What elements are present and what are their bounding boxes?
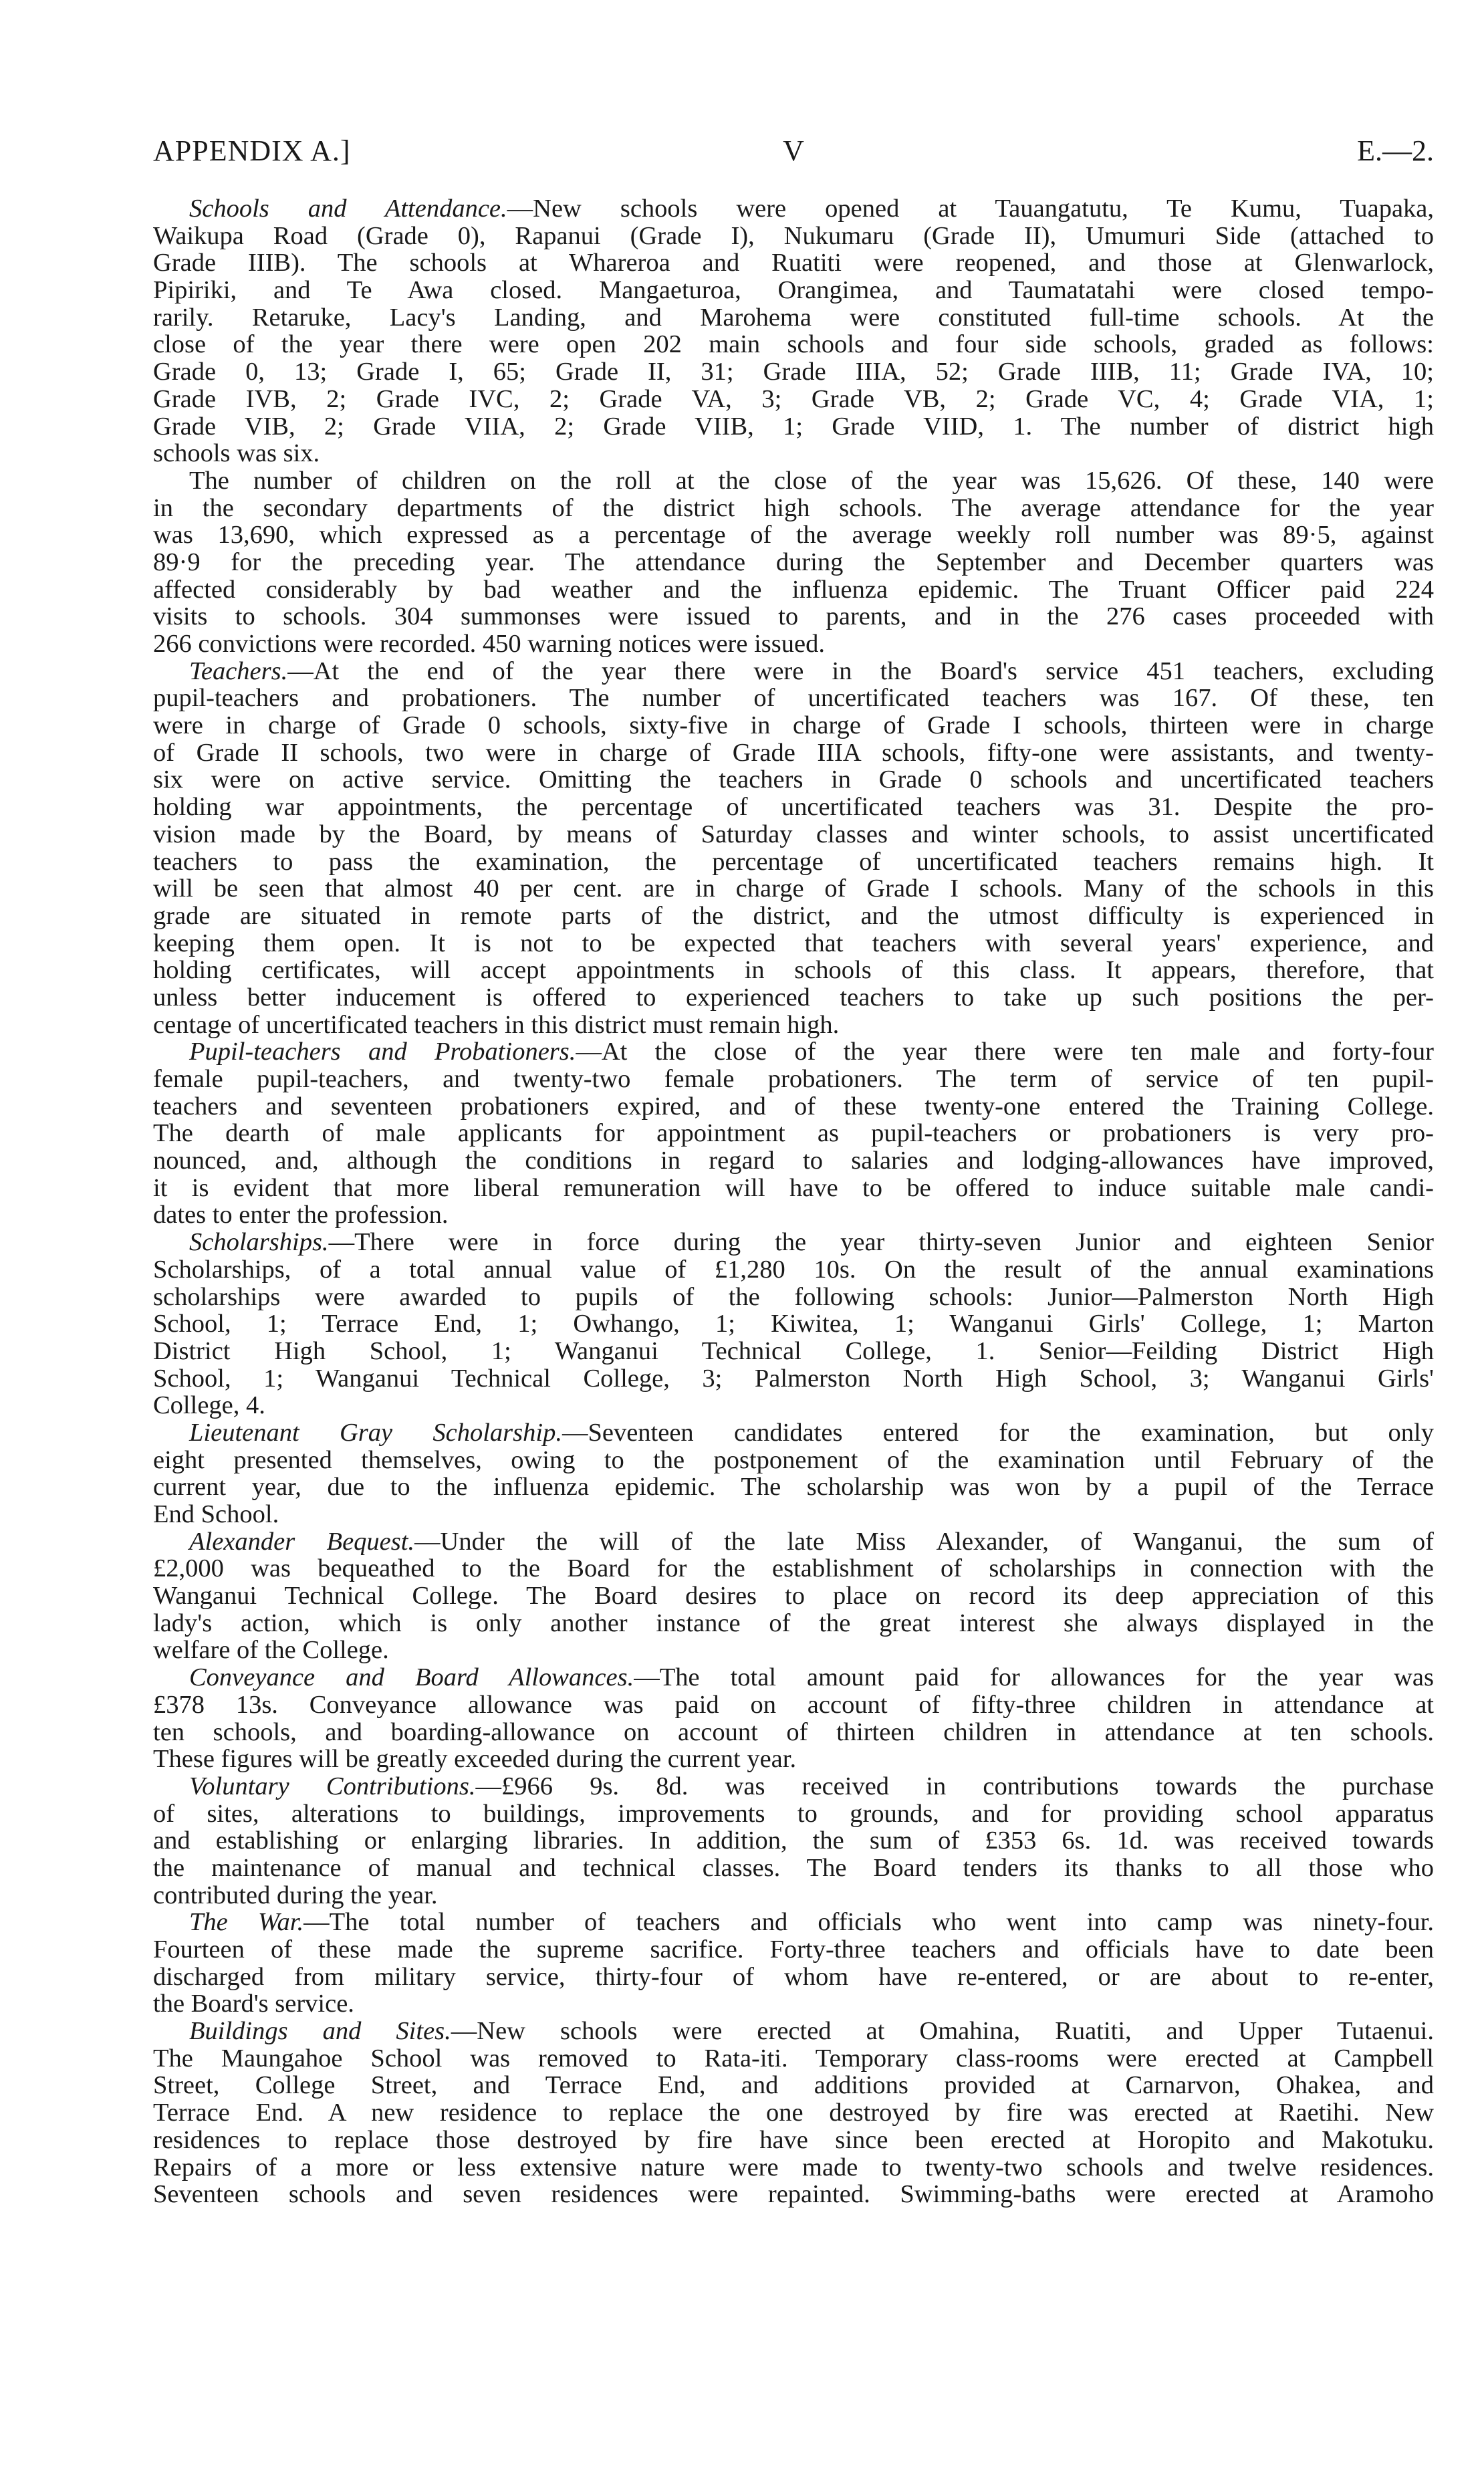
text-line [153, 1473, 1434, 1501]
text-line [153, 1528, 1434, 1556]
text-line [153, 1284, 1434, 1311]
text-line [153, 1175, 1434, 1202]
text-line [153, 930, 1434, 957]
line-text: —£966 9s. 8d. was received in contributions towards the purchase [475, 1772, 1434, 1800]
text-line [153, 712, 1434, 739]
line-text: teachers and seventeen probationers expired, and of these twenty-one entered the Training College. [153, 1092, 1434, 1120]
text-line [153, 2154, 1434, 2181]
line-text: Wanganui Technical College. The Board desires to place on record its deep appreciation of this [153, 1582, 1434, 1611]
text-line [153, 1637, 1434, 1664]
section-heading: Voluntary Contributions. [189, 1772, 476, 1800]
line-text: £2,000 was bequeathed to the Board for the establishment of scholarships in connection with the [153, 1554, 1434, 1583]
line-text: Grade IIIB). The schools at Whareroa and Ruatiti were reopened, and those at Glenwarlock, [153, 249, 1434, 277]
line-text: rarily. Retaruke, Lacy's Landing, and Marohema were constituted full-time schools. At the [153, 303, 1434, 332]
line-text: —New schools were opened at Tauangatutu, Te Kumu, Tuapaka, [507, 195, 1435, 223]
text-line [153, 549, 1434, 576]
text-line [153, 2127, 1434, 2154]
section-heading: Schools and Attendance. [189, 195, 507, 223]
section-heading: Buildings and Sites. [189, 2017, 451, 2046]
line-text: The number of children on the roll at the close of the year was 15,626. Of these, 140 were [189, 466, 1434, 495]
page-number: V [783, 134, 804, 167]
line-text: £378 13s. Conveyance allowance was paid on account of fifty-three children in attendance at [153, 1690, 1434, 1719]
line-text: These figures will be greatly exceeded during the current year. [153, 1745, 797, 1774]
text-line [153, 1882, 1434, 1909]
text-line [153, 1012, 1434, 1039]
section-heading: Pupil-teachers and Probationers. [189, 1038, 576, 1066]
paragraph [153, 1909, 1434, 2018]
line-text: lady's action, which is only another instance of the great interest she always displayed in the [153, 1609, 1434, 1637]
page-header [153, 134, 1434, 167]
text-line [153, 2181, 1434, 2208]
line-text: Fourteen of these made the supreme sacrifice. Forty-three teachers and officials have to date been [153, 1935, 1434, 1964]
line-text: visits to schools. 304 summonses were issued to parents, and in the 276 cases proceeded with [153, 602, 1434, 631]
text-line [153, 1229, 1434, 1256]
text-line [153, 495, 1434, 522]
text-line [153, 1338, 1434, 1365]
text-line [153, 739, 1434, 767]
line-text: College, 4. [153, 1391, 265, 1420]
text-line [153, 440, 1434, 467]
line-text: current year, due to the influenza epidemic. The scholarship was won by a pupil of the Terrace [153, 1473, 1434, 1502]
line-text: Street, College Street, and Terrace End, and additions provided at Carnarvon, Ohakea, and [153, 2071, 1434, 2100]
line-text: of Grade II schools, two were in charge of Grade IIIA schools, fifty-one were assistants, and twenty- [153, 738, 1434, 767]
text-line [153, 1909, 1434, 1936]
section-heading: Teachers. [189, 657, 288, 685]
line-text: vision made by the Board, by means of Saturday classes and winter schools, to assist uncertificated [153, 820, 1434, 848]
line-text: six were on active service. Omitting the teachers in Grade 0 schools and uncertificated teachers [153, 765, 1434, 794]
text-line [153, 1746, 1434, 1773]
text-line [153, 984, 1434, 1012]
text-line [153, 848, 1434, 876]
line-text: eight presented themselves, owing to the postponement of the examination until February of the [153, 1445, 1434, 1474]
text-line [153, 1664, 1434, 1691]
text-line [153, 576, 1434, 604]
line-text: —At the close of the year there were ten male and forty-four [576, 1038, 1434, 1066]
text-line [153, 331, 1434, 358]
line-text: residences to replace those destroyed by fire have since been erected at Horopito and Makotuku. [153, 2125, 1434, 2154]
text-line [153, 386, 1434, 413]
text-line [153, 358, 1434, 386]
text-line [153, 1936, 1434, 1964]
line-text: affected considerably by bad weather and the influenza epidemic. The Truant Officer paid 224 [153, 575, 1434, 604]
line-text: School, 1; Wanganui Technical College, 3; Palmerston North High School, 3; Wanganui Girls' [153, 1364, 1434, 1393]
section-heading: Alexander Bequest. [189, 1527, 415, 1556]
line-text: The dearth of male applicants for appointment as pupil-teachers or probationers is very pro- [153, 1119, 1434, 1148]
text-line [153, 1256, 1434, 1284]
text-line [153, 1964, 1434, 1991]
line-text: holding certificates, will accept appointments in schools of this class. It appears, therefore, that [153, 956, 1434, 985]
section-heading: Lieutenant Gray Scholarship. [189, 1418, 562, 1447]
line-text: contributed during the year. [153, 1881, 438, 1909]
line-text: unless better inducement is offered to experienced teachers to take up such positions the per- [153, 983, 1434, 1012]
text-line [153, 277, 1434, 304]
text-line [153, 1610, 1434, 1637]
line-text: were in charge of Grade 0 schools, sixty-five in charge of Grade I schools, thirteen were in charge [153, 711, 1434, 740]
text-line [153, 1066, 1434, 1093]
paragraph [153, 658, 1434, 1039]
section-heading: Scholarships. [189, 1228, 329, 1257]
section-heading: The War. [189, 1908, 304, 1937]
text-line [153, 1392, 1434, 1419]
paragraph [153, 1419, 1434, 1528]
text-line [153, 875, 1434, 903]
line-text: discharged from military service, thirty-four of whom have re-entered, or are about to re-enter, [153, 1962, 1434, 1991]
text-line [153, 1773, 1434, 1800]
text-line [153, 413, 1434, 441]
text-line [153, 1120, 1434, 1147]
paragraph [153, 1038, 1434, 1229]
line-text: nounced, and, although the conditions in regard to salaries and lodging-allowances have improved, [153, 1147, 1434, 1175]
text-line [153, 2018, 1434, 2045]
line-text: pupil-teachers and probationers. The number of uncertificated teachers was 167. Of these, ten [153, 684, 1434, 713]
text-line [153, 2072, 1434, 2099]
text-line [153, 467, 1434, 495]
line-text: The Maungahoe School was removed to Rata-iti. Temporary class-rooms were erected at Campbell [153, 2044, 1434, 2072]
paragraph [153, 1229, 1434, 1419]
text-line [153, 223, 1434, 250]
line-text: grade are situated in remote parts of the district, and the utmost difficulty is experienced in [153, 901, 1434, 930]
line-text: will be seen that almost 40 per cent. are in charge of Grade I schools. Many of the schools in this [153, 874, 1434, 903]
paragraph [153, 467, 1434, 658]
line-text: Grade VIB, 2; Grade VIIA, 2; Grade VIIB, 1; Grade VIID, 1. The number of district high [153, 412, 1434, 441]
document-code: E.—2. [1357, 134, 1434, 167]
line-text: centage of uncertificated teachers in this district must remain high. [153, 1010, 840, 1039]
text-line [153, 1365, 1434, 1393]
paragraph [153, 1773, 1434, 1909]
line-text: dates to enter the profession. [153, 1201, 449, 1229]
text-line [153, 1501, 1434, 1528]
text-line [153, 521, 1434, 549]
line-text: —Seventeen candidates entered for the examination, but only [562, 1418, 1435, 1447]
line-text: in the secondary departments of the district high schools. The average attendance for the year [153, 493, 1434, 522]
text-line [153, 658, 1434, 685]
text-line [153, 1147, 1434, 1175]
appendix-label: APPENDIX A.] [153, 134, 351, 167]
line-text: was 13,690, which expressed as a percentage of the average weekly roll number was 89·5, against [153, 521, 1434, 550]
line-text: District High School, 1; Wanganui Technical College, 1. Senior—Feilding District High [153, 1336, 1434, 1365]
line-text: teachers to pass the examination, the percentage of uncertificated teachers remains high. It [153, 847, 1434, 876]
paragraph [153, 1664, 1434, 1773]
line-text: 89·9 for the preceding year. The attendance during the September and December quarters was [153, 548, 1434, 576]
line-text: the Board's service. [153, 1990, 354, 2018]
text-line [153, 195, 1434, 223]
line-text: —The total number of teachers and officials who went into camp was ninety-four. [303, 1908, 1434, 1937]
text-line [153, 1555, 1434, 1582]
text-line [153, 1093, 1434, 1120]
line-text: Terrace End. A new residence to replace the one destroyed by fire was erected at Raetihi. New [153, 2099, 1434, 2127]
text-line [153, 903, 1434, 930]
line-text: keeping them open. It is not to be expected that teachers with several years' experience, and [153, 929, 1434, 957]
line-text: —New schools were erected at Omahina, Ruatiti, and Upper Tutaenui. [451, 2017, 1434, 2046]
line-text: the maintenance of manual and technical classes. The Board tenders its thanks to all those who [153, 1853, 1434, 1882]
line-text: scholarships were awarded to pupils of the following schools: Junior—Palmerston North High [153, 1282, 1434, 1311]
line-text: schools was six. [153, 439, 320, 468]
paragraph [153, 1528, 1434, 1664]
text-line [153, 1827, 1434, 1855]
text-line [153, 2099, 1434, 2127]
text-line [153, 1990, 1434, 2018]
line-text: Grade IVB, 2; Grade IVC, 2; Grade VA, 3; Grade VB, 2; Grade VC, 4; Grade VIA, 1; [153, 384, 1434, 413]
paragraph [153, 2018, 1434, 2208]
text-line [153, 249, 1434, 277]
line-text: ten schools, and boarding-allowance on account of thirteen children in attendance at ten schools. [153, 1718, 1434, 1746]
line-text: welfare of the College. [153, 1636, 389, 1665]
line-text: Seventeen schools and seven residences were repainted. Swimming-baths were erected at Aramoho [153, 2180, 1434, 2209]
text-line [153, 1447, 1434, 1474]
text-line [153, 821, 1434, 848]
text-line [153, 603, 1434, 630]
line-text: female pupil-teachers, and twenty-two female probationers. The term of service of ten pupil- [153, 1065, 1434, 1093]
line-text: Pipiriki, and Te Awa closed. Mangaeturoa, Orangimea, and Taumatatahi were closed tempo- [153, 276, 1434, 305]
text-line [153, 1201, 1434, 1229]
text-line [153, 1800, 1434, 1828]
text-line [153, 630, 1434, 658]
text-line [153, 1719, 1434, 1746]
text-line [153, 685, 1434, 712]
text-line [153, 1038, 1434, 1066]
line-text: Grade 0, 13; Grade I, 65; Grade II, 31; Grade IIIA, 52; Grade IIIB, 11; Grade IVA, 10; [153, 358, 1434, 386]
line-text: and establishing or enlarging libraries. In addition, the sum of £353 6s. 1d. was received towards [153, 1826, 1434, 1855]
text-line [153, 1582, 1434, 1610]
line-text: —At the end of the year there were in the Board's service 451 teachers, excluding [287, 657, 1434, 685]
document-body [153, 195, 1434, 2208]
line-text: holding war appointments, the percentage of uncertificated teachers was 31. Despite the pro- [153, 793, 1434, 822]
line-text: —The total amount paid for allowances for the year was [634, 1663, 1434, 1692]
line-text: End School. [153, 1500, 279, 1528]
text-line [153, 766, 1434, 794]
line-text: —Under the will of the late Miss Alexander, of Wanganui, the sum of [414, 1527, 1434, 1556]
text-line [153, 957, 1434, 984]
line-text: School, 1; Terrace End, 1; Owhango, 1; Kiwitea, 1; Wanganui Girls' College, 1; Marton [153, 1310, 1434, 1338]
line-text: of sites, alterations to buildings, improvements to grounds, and for providing school apparatus [153, 1799, 1434, 1828]
text-line [153, 1691, 1434, 1719]
line-text: Scholarships, of a total annual value of £1,280 10s. On the result of the annual examinations [153, 1255, 1434, 1284]
line-text: it is evident that more liberal remuneration will have to be offered to induce suitable male candi- [153, 1173, 1434, 1202]
section-heading: Conveyance and Board Allowances. [189, 1663, 634, 1692]
line-text: 266 convictions were recorded. 450 warning notices were issued. [153, 630, 825, 658]
text-line [153, 1419, 1434, 1447]
text-line [153, 304, 1434, 332]
line-text: close of the year there were open 202 main schools and four side schools, graded as follows: [153, 330, 1434, 359]
text-line [153, 2045, 1434, 2072]
line-text: Waikupa Road (Grade 0), Rapanui (Grade I), Nukumaru (Grade II), Umumuri Side (attached to [153, 221, 1434, 250]
text-line [153, 1310, 1434, 1338]
line-text: —There were in force during the year thirty-seven Junior and eighteen Senior [328, 1228, 1434, 1257]
text-line [153, 1855, 1434, 1882]
paragraph [153, 195, 1434, 467]
text-line [153, 794, 1434, 821]
line-text: Repairs of a more or less extensive nature were made to twenty-two schools and twelve residences. [153, 2153, 1434, 2181]
